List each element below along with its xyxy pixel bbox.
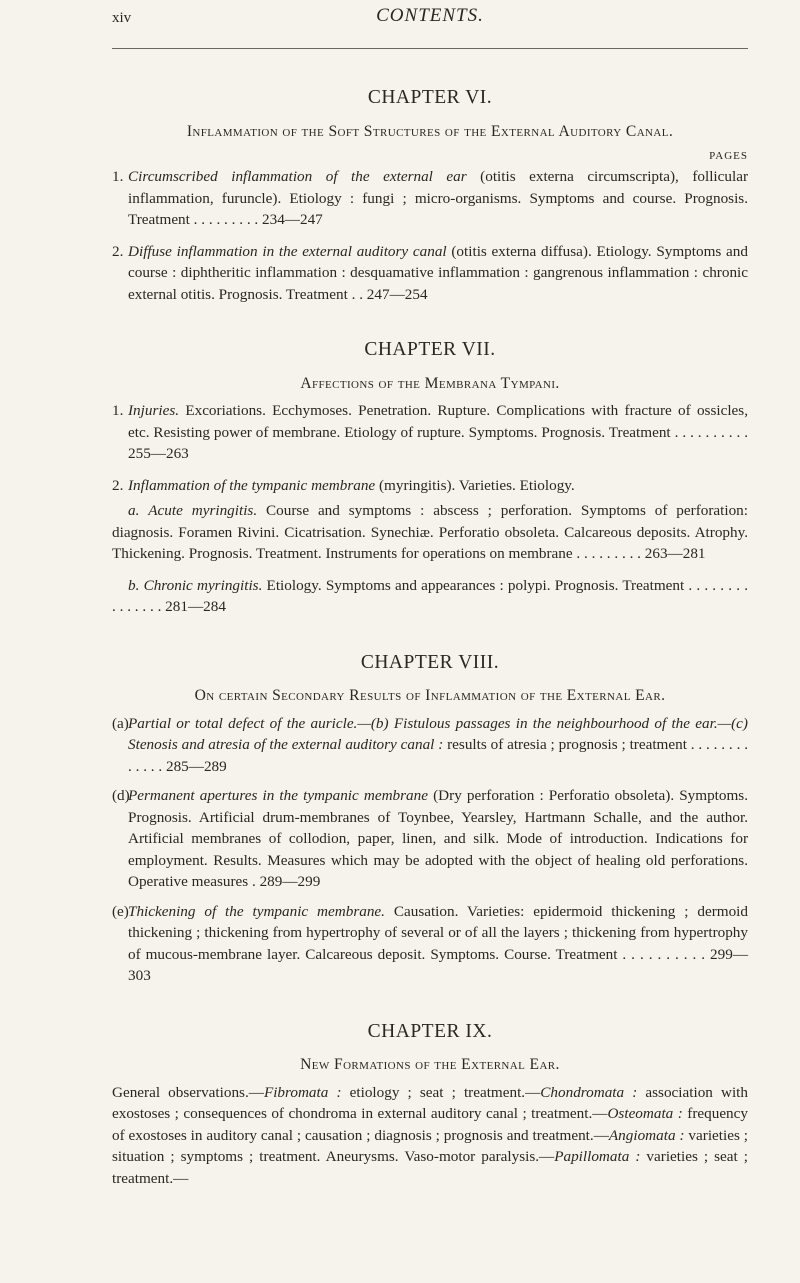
toc-entry: [112, 475, 748, 497]
entry-text: (Dry perforation : Perforatio obsoleta). Symptoms. Prognosis. Artificial drum-membranes of Toynbee, Yearsley, Hartmann Schalle, and the author. Artificial membranes of collodion, paper, linen, and silk. Mode of introduction. Indications for employment. Results. Measures which may be adopted with the object of healing old perforations. Operative measures: [128, 787, 749, 890]
entry-number: (e): [112, 902, 129, 920]
chapter-heading: CHAPTER VIII.: [360, 651, 500, 673]
entry-text: (otitis externa diffusa). Etiology. Symptoms and course : diphtheritic inflammation : desquamative inflammation : gangrenous inflammation : chronic external otitis. Prognosis. Treatment: [128, 242, 748, 303]
chapter-heading: CHAPTER VI.: [367, 87, 493, 108]
chapter-6: [112, 87, 748, 305]
entry-pages: 255—263: [128, 445, 189, 462]
toc-entry: [112, 166, 748, 231]
chapter-title: On certain Secondary Results of Inflammation of the External Ear.: [194, 687, 666, 704]
toc-entry: [112, 400, 748, 465]
entry-number: 1.: [112, 168, 124, 185]
general-text: association with exostoses ; consequences of chondroma in external auditory canal ; treatment.—: [112, 1083, 748, 1122]
general-text: varieties ; situation ; symptoms ; treatment. Aneurysms. Vaso-motor paralysis.—: [112, 1126, 749, 1165]
entry-text: (myringitis). Varieties. Etiology.: [375, 476, 575, 494]
general-observations: [112, 1082, 748, 1190]
entry-pages: 281—284: [165, 598, 226, 615]
chapter-title: Inflammation of the Soft Structures of the External Auditory Canal.: [186, 122, 674, 140]
page-number: xiv: [112, 10, 132, 26]
chapter-heading: CHAPTER IX.: [367, 1020, 493, 1042]
entry-leader: .: [251, 873, 256, 890]
entry-pages: 234—247: [262, 211, 323, 228]
toc-entry: [112, 713, 748, 778]
subentry-topic: Chronic myringitis.: [143, 576, 263, 594]
chapter-title: Affections of the Membrana Tympani.: [300, 374, 560, 392]
subentry-label: b.: [128, 576, 140, 594]
entry-topic: Permanent apertures in the tympanic membrane: [128, 787, 428, 804]
entry-number: 2.: [112, 476, 124, 494]
entry-pages: 247—254: [366, 285, 428, 303]
general-text: etiology ; seat ; treatment.—: [341, 1083, 541, 1101]
toc-entry: [112, 785, 748, 893]
chapter-9: [112, 1021, 748, 1190]
general-topic: Papillomata :: [554, 1148, 641, 1165]
entry-leader: . . . . . . . . . .: [622, 945, 706, 963]
running-title: CONTENTS.: [376, 5, 484, 26]
subentry-label: a.: [128, 502, 140, 519]
entry-pages: 263—281: [644, 545, 706, 562]
entry-leader: . . . . . . . . .: [576, 545, 641, 562]
entry-topic: Partial or total defect of the auricle.—(b) Fistulous passages in the neighbourhood of the ear.—(c) Stenosis and atresia of the external auditory canal :: [128, 714, 748, 753]
general-topic: Chondromata :: [540, 1083, 638, 1101]
entry-leader: . . . . . . . . .: [193, 211, 259, 228]
toc-subentry: [112, 500, 748, 565]
entry-pages: 285—289: [165, 757, 227, 775]
entry-text: (otitis externa circumscripta), follicular inflammation, furuncle). Etiology : fungi ; micro-organisms. Symptoms and course. Prognosis. Treatment: [128, 168, 748, 228]
toc-entry: [112, 901, 748, 987]
entry-text: Causation. Varieties: epidermoid thickening ; dermoid thickening ; thickening from hypertrophy of several or of all the layers ; thickening from hypertrophy of mucous-membrane layer. Calcareous deposit. Symptoms. Course. Treatment: [128, 902, 748, 963]
subentry-text: Etiology. Symptoms and appearances : polypi. Prognosis. Treatment: [262, 576, 685, 594]
entry-pages: 299—303: [128, 945, 749, 984]
entry-topic: Injuries.: [128, 402, 180, 419]
entry-leader: . . . . . . . . . . . . . . .: [112, 576, 749, 615]
subentry-topic: Acute myringitis.: [148, 502, 258, 519]
general-text: varieties ; seat ; treatment.—: [112, 1148, 748, 1187]
general-topic: Fibromata :: [263, 1083, 342, 1101]
running-head: [112, 0, 748, 49]
entry-number: (a): [112, 714, 129, 732]
entry-topic: Diffuse inflammation in the external auditory canal: [128, 242, 447, 260]
chapter-title: New Formations of the External Ear.: [300, 1056, 560, 1073]
entry-topic: Circumscribed inflammation of the external ear: [128, 168, 467, 185]
entry-number: (d): [112, 787, 130, 804]
entry-leader: . .: [351, 285, 363, 303]
general-text: frequency of exostoses in auditory canal ; causation ; diagnosis ; prognosis and treatment.—: [112, 1105, 748, 1144]
entry-number: 2.: [112, 242, 124, 260]
general-topic: Osteomata :: [607, 1105, 683, 1122]
chapter-8: [112, 652, 748, 987]
toc-subentry: [112, 575, 748, 618]
entry-topic: Thickening of the tympanic membrane.: [128, 902, 385, 920]
toc-entry: [112, 241, 748, 306]
general-text: General observations.—: [112, 1083, 264, 1101]
entry-text: Excoriations. Ecchymoses. Penetration. Rupture. Complications with fracture of ossicles, etc. Resisting power of membrane. Etiology of rupture. Symptoms. Prognosis. Treatment: [128, 402, 748, 441]
entry-leader: . . . . . . . . . . . . .: [128, 736, 748, 775]
entry-topic: Inflammation of the tympanic membrane: [128, 476, 376, 494]
entry-number: 1.: [112, 402, 124, 419]
chapter-7: [112, 339, 748, 618]
entry-leader: . . . . . . . . . .: [674, 423, 749, 441]
general-topic: Angiomata :: [608, 1126, 685, 1144]
subentry-text: Course and symptoms : abscess ; perforation. Symptoms of perforation: diagnosis. Foramen Rivini. Cicatrisation. Synechiæ. Perforatio obsoleta. Calcareous deposits. Atrophy. Thickening. Prognosis. Treatment. Instruments for operations on membrane: [112, 502, 749, 562]
entry-text: results of atresia ; prognosis ; treatment: [443, 736, 687, 753]
entry-pages: 289—299: [259, 873, 321, 890]
chapter-heading: CHAPTER VII.: [364, 339, 496, 360]
pages-label: PAGES: [709, 150, 748, 162]
